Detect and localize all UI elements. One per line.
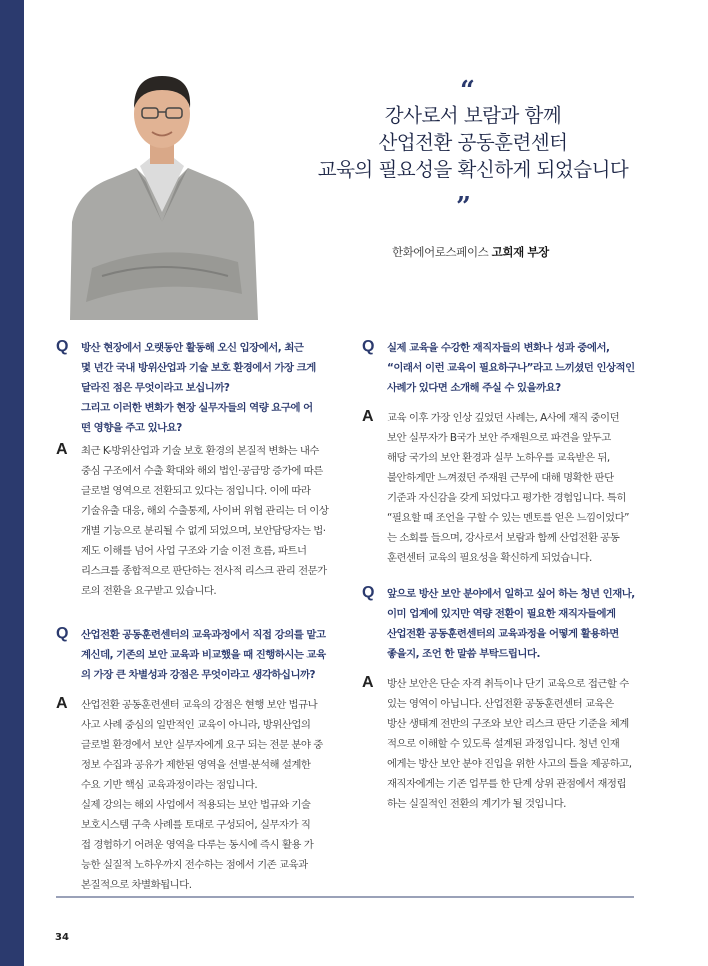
answer-line: 수요 기반 핵심 교육과정이라는 점입니다.	[81, 779, 258, 791]
interviewee-portrait	[62, 62, 262, 320]
answer-line: 중심 구조에서 수출 확대와 해외 법인·공급망 증가에 따른	[81, 465, 323, 477]
answer-block-1	[56, 441, 328, 601]
answer-line: 적으로 이해할 수 있도록 설계된 과정입니다. 청년 인재	[387, 738, 620, 750]
question-line: 실제 교육을 수강한 재직자들의 변화나 성과 중에서,	[387, 342, 610, 354]
answer-line: 하는 실질적인 전환의 계기가 될 것입니다.	[387, 798, 566, 810]
answer-line: 에게는 방산 보안 분야 진입을 위한 사고의 틀을 제공하고,	[387, 758, 632, 770]
answer-block-2	[56, 695, 323, 895]
answer-line: 정보 수집과 공유가 제한된 영역을 선별·분석해 설계한	[81, 759, 311, 771]
answer-line: 개별 기능으로 분리될 수 없게 되었으며, 보안담당자는 법·	[81, 525, 326, 537]
q-mark: Q	[56, 338, 69, 355]
question-line: 달라진 점은 무엇이라고 보십니까?	[81, 382, 230, 394]
a-mark: A	[56, 441, 68, 458]
question-block-2	[56, 625, 326, 685]
answer-line: 기준과 자신감을 갖게 되었다고 평가한 경험입니다. 특히	[387, 492, 626, 504]
q-mark: Q	[56, 625, 69, 642]
page-number: 34	[55, 932, 69, 943]
question-line: 몇 년간 국내 방위산업과 기술 보호 환경에서 가장 크게	[81, 362, 316, 374]
answer-line: 사고 사례 중심의 일반적인 교육이 아니라, 방위산업의	[81, 719, 311, 731]
answer-line: 글로벌 영역으로 전환되고 있다는 점입니다. 이에 따라	[81, 485, 311, 497]
answer-line: 능한 실질적 노하우까지 전수하는 점에서 기존 교육과	[81, 859, 308, 871]
answer-line: 글로벌 환경에서 보안 실무자에게 요구 되는 전문 분야 중	[81, 739, 323, 751]
answer-line: 산업전환 공동훈련센터 교육의 강점은 현행 보안 법규나	[81, 699, 318, 711]
headline-line: 교육의 필요성을 확신하게 되었습니다	[317, 158, 629, 181]
answer-line: 교육 이후 가장 인상 깊었던 사례는, A사에 재직 중이던	[387, 412, 620, 424]
q-mark: Q	[362, 584, 375, 601]
question-line: 의 가장 큰 차별성과 강점은 무엇이라고 생각하십니까?	[81, 669, 316, 681]
answer-line: 보호시스템 구축 사례를 토대로 구성되어, 실무자가 직	[81, 819, 311, 831]
answer-line: 접 경험하기 어려운 영역을 다루는 동시에 즉시 활용 가	[81, 839, 314, 851]
byline-name: 고희재 부장	[491, 245, 549, 259]
headline-line: 강사로서 보람과 함께	[384, 104, 562, 127]
answer-line: 방산 생태계 전반의 구조와 보안 리스크 판단 기준을 체계	[387, 718, 629, 730]
answer-line: 방산 보안은 단순 자격 취득이나 단기 교육으로 접근할 수	[387, 678, 629, 690]
question-line: “이래서 이런 교육이 필요하구나”라고 느끼셨던 인상적인	[387, 362, 635, 374]
answer-line: 리스크를 종합적으로 판단하는 전사적 리스크 관리 전문가	[81, 565, 327, 577]
answer-line: 재직자에게는 기존 업무를 한 단계 상위 관점에서 재정립	[387, 778, 626, 790]
answer-block-4	[362, 674, 632, 814]
question-line: 사례가 있다면 소개해 주실 수 있을까요?	[387, 382, 561, 394]
headline-line: 산업전환 공동훈련센터	[378, 131, 568, 154]
a-mark: A	[362, 408, 374, 425]
close-quote-icon: ”	[456, 192, 471, 222]
answer-line: 최근 K-방위산업과 기술 보호 환경의 본질적 변화는 내수	[81, 445, 319, 457]
answer-line: 제도 이해를 넘어 사업 구조와 기술 이전 흐름, 파트너	[81, 545, 307, 557]
side-accent-bar	[0, 0, 24, 966]
question-line: 앞으로 방산 보안 분야에서 일하고 싶어 하는 청년 인재나,	[387, 588, 635, 600]
headline	[290, 102, 656, 183]
answer-block-3	[362, 408, 629, 568]
answer-line: 는 소회를 들으며, 강사로서 보람과 함께 산업전환 공동	[387, 532, 620, 544]
question-line: 방산 현장에서 오랫동안 활동해 오신 입장에서, 최근	[81, 342, 304, 354]
question-line: 이미 업계에 있지만 역량 전환이 필요한 재직자들에게	[387, 608, 616, 620]
answer-line: 불안하게만 느껴졌던 주재원 근무에 대해 명확한 판단	[387, 472, 614, 484]
answer-line: 보안 실무자가 B국가 보안 주재원으로 파견을 앞두고	[387, 432, 611, 444]
question-line: 좋을지, 조언 한 말씀 부탁드립니다.	[387, 648, 540, 660]
footer-divider	[56, 896, 634, 898]
question-line: 계신데, 기존의 보안 교육과 비교했을 때 진행하시는 교육	[81, 649, 326, 661]
question-block-1	[56, 338, 316, 438]
open-quote-icon: “	[460, 76, 475, 106]
a-mark: A	[56, 695, 68, 712]
q-mark: Q	[362, 338, 375, 355]
answer-line: 로의 전환을 요구받고 있습니다.	[81, 585, 217, 597]
byline	[392, 244, 549, 260]
answer-line: 훈련센터 교육의 필요성을 확신하게 되었습니다.	[387, 552, 592, 564]
question-line: 그리고 이러한 변화가 현장 실무자들의 역량 요구에 어	[81, 402, 313, 414]
question-line: 산업전환 공동훈련센터의 교육과정에서 직접 강의를 맡고	[81, 629, 326, 641]
a-mark: A	[362, 674, 374, 691]
question-line: 떤 영향을 주고 있나요?	[81, 422, 182, 434]
question-block-3	[362, 338, 635, 398]
answer-line: 해당 국가의 보안 환경과 실무 노하우를 교육받은 뒤,	[387, 452, 610, 464]
answer-line: 실제 강의는 해외 사업에서 적용되는 보안 법규와 기술	[81, 799, 311, 811]
byline-company: 한화에어로스페이스	[392, 245, 489, 259]
question-block-4	[362, 584, 635, 664]
question-line: 산업전환 공동훈련센터의 교육과정을 어떻게 활용하면	[387, 628, 619, 640]
answer-line: 있는 영역이 아닙니다. 산업전환 공동훈련센터 교육은	[387, 698, 614, 710]
answer-line: “필요할 때 조언을 구할 수 있는 멘토를 얻은 느낌이었다”	[387, 512, 630, 524]
answer-line: 본질적으로 차별화됩니다.	[81, 879, 192, 891]
answer-line: 기술유출 대응, 해외 수출통제, 사이버 위협 관리는 더 이상	[81, 505, 329, 517]
